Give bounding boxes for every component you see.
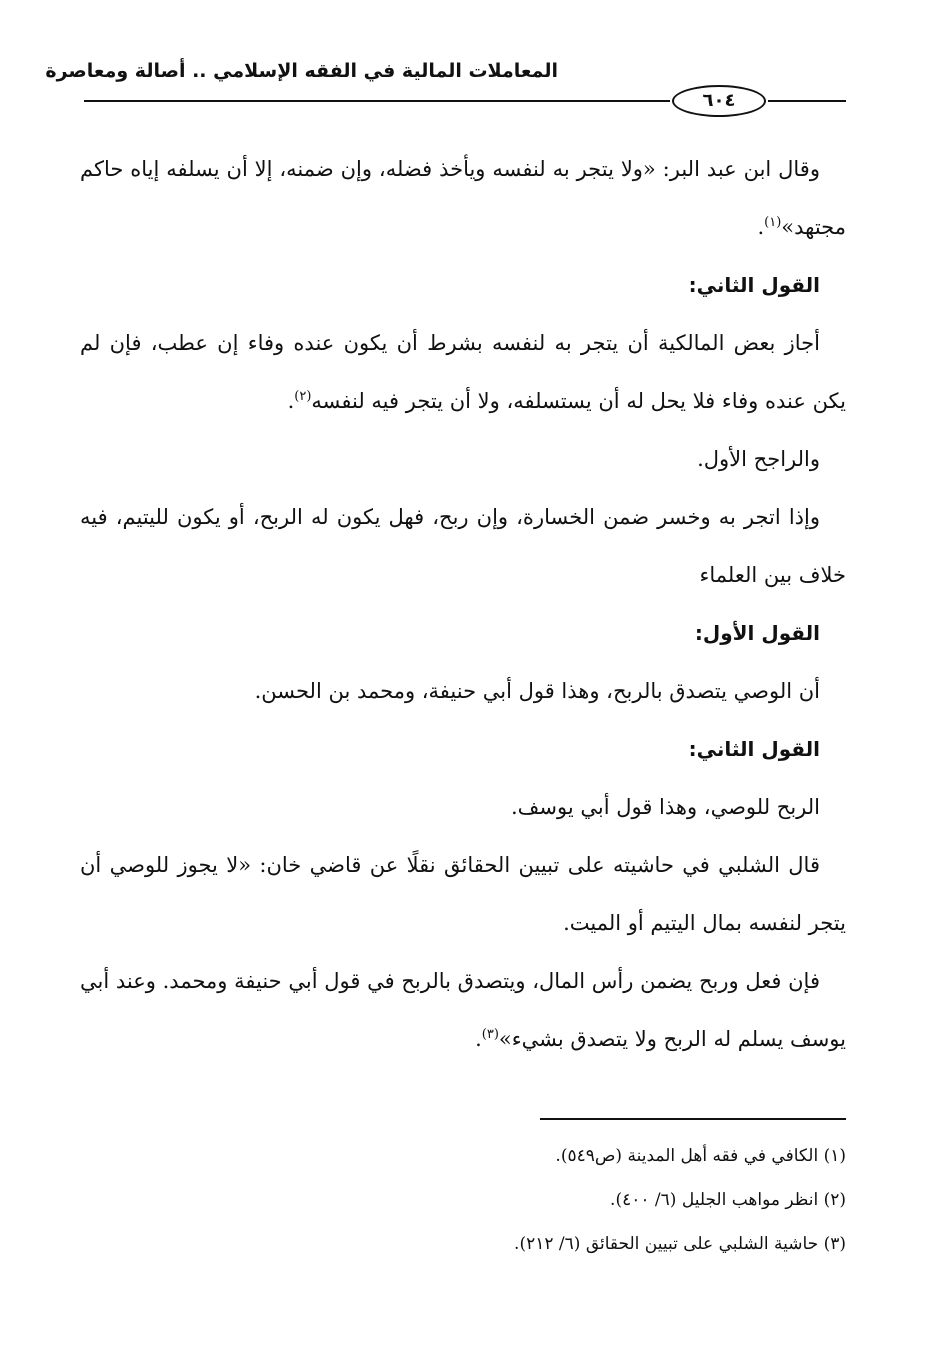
paragraph-end: . xyxy=(475,1027,482,1051)
footnote-ref: (١) xyxy=(764,215,782,230)
footnote-ref: (٣) xyxy=(481,1027,499,1042)
header-rule xyxy=(84,100,670,102)
paragraph xyxy=(80,952,846,1068)
header-rule xyxy=(768,100,846,102)
running-header-title: المعاملات المالية في الفقه الإسلامي .. أصالة ومعاصرة xyxy=(45,60,558,82)
footnote-ref: (٢) xyxy=(294,389,312,404)
section-heading: القول الثاني: xyxy=(688,273,820,297)
paragraph: وإذا اتجر به وخسر ضمن الخسارة، وإن ربح، فهل يكون له الربح، أو يكون لليتيم، فيه خلاف بين العلماء xyxy=(80,505,846,587)
footnote-item: (٢) انظر مواهب الجليل (٦/ ٤٠٠). xyxy=(610,1190,846,1210)
footnotes xyxy=(200,1134,846,1266)
footnote-separator xyxy=(540,1118,846,1120)
paragraph: قال الشلبي في حاشيته على تبيين الحقائق نقلًا عن قاضي خان: «لا يجوز للوصي أن يتجر لنفسه بمال اليتيم أو الميت. xyxy=(80,853,846,935)
paragraph-text: فإن فعل وربح يضمن رأس المال، ويتصدق بالربح في قول أبي حنيفة ومحمد. وعند أبي يوسف يسلم له الربح ولا يتصدق بشيء» xyxy=(80,969,846,1051)
section-heading: القول الأول: xyxy=(694,621,820,645)
page-number-badge: ٦٠٤ xyxy=(672,85,766,117)
paragraph: الربح للوصي، وهذا قول أبي يوسف. xyxy=(510,795,820,819)
paragraph-text: أجاز بعض المالكية أن يتجر به لنفسه بشرط أن يكون عنده وفاء إن عطب، فإن لم يكن عنده وفاء فلا يحل له أن يستسلفه، ولا أن يتجر فيه لنفسه xyxy=(80,331,846,413)
paragraph xyxy=(80,140,846,256)
paragraph-end: . xyxy=(757,215,765,239)
main-text xyxy=(80,140,846,1068)
paragraph-end: . xyxy=(287,389,295,413)
footnote-item: (٣) حاشية الشلبي على تبيين الحقائق (٦/ ٢١٢). xyxy=(514,1234,846,1254)
paragraph-text: وقال ابن عبد البر: «ولا يتجر به لنفسه ويأخذ فضله، وإن ضمنه، إلا أن يسلفه إياه حاكم مجتهد» xyxy=(80,157,846,239)
paragraph xyxy=(80,314,846,430)
section-heading: القول الثاني: xyxy=(688,737,820,761)
footnote-item: (١) الكافي في فقه أهل المدينة (ص٥٤٩). xyxy=(555,1146,846,1166)
paragraph: أن الوصي يتصدق بالربح، وهذا قول أبي حنيفة، ومحمد بن الحسن. xyxy=(254,679,820,703)
paragraph: والراجح الأول. xyxy=(697,447,820,471)
